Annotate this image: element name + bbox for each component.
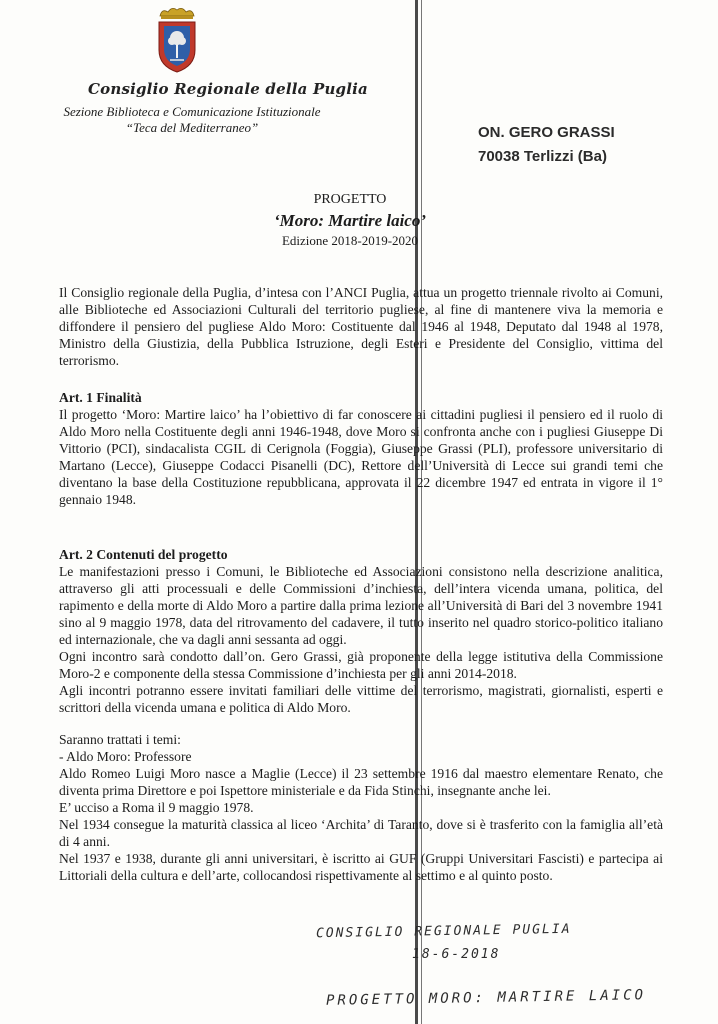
org-section: Sezione Biblioteca e Comunicazione Istituzionale	[63, 104, 321, 119]
sender-stamp	[478, 121, 615, 169]
handwritten-note-line-1: CONSIGLIO REGIONALE PUGLIA	[315, 921, 572, 942]
sender-city: 70038 Terlizzi (Ba)	[478, 148, 607, 165]
project-edition: Edizione 2018-2019-2020	[281, 233, 419, 248]
project-title: ‘Moro: Martire laico’	[273, 211, 427, 230]
topic-item: - Aldo Moro: Professore	[59, 749, 192, 764]
topic-paragraph: Nel 1934 consegue la maturità classica al liceo ‘Archita’ di Taranto, dove si è trasferito con la famiglia all’età di 4 anni.	[59, 817, 663, 849]
article-1-heading: Art. 1 Finalità	[59, 390, 142, 405]
intro-text: Il Consiglio regionale della Puglia, d’intesa con l’ANCI Puglia, attua un progetto triennale rivolto ai Comuni, alle Biblioteche ed Associazioni Culturali del territorio pugliese, al fine di mantenere viva la memoria e diffondere il pensiero del pugliese Aldo Moro: Costituente dal 1946 al 1948, Deputato dal 1948 al 1978, Ministro della Giustizia, della Pubblica Istruzione, degli Esteri e Presidente del Consiglio, vittima del terrorismo.	[59, 285, 663, 368]
org-name: Consiglio Regionale della Puglia	[88, 80, 368, 98]
regional-crest-icon	[154, 6, 200, 76]
article-1-body: Il progetto ‘Moro: Martire laico’ ha l’obiettivo di far conoscere ai cittadini pugliesi il pensiero ed il ruolo di Aldo Moro nella Costituente degli anni 1946-1948, dove Moro si confronta anche con i pugliesi Giuseppe Di Vittorio (PCI), sindacalista CGIL di Cerignola (Foggia), Giuseppe Grassi (PLI), professore universitario di Martano (Lecce), Giuseppe Codacci Pisanelli (DC), Rettore dell’Università di Lecce sui grandi temi che diventano la base della Costituzione repubblicana, approvata il 22 dicembre 1947 ed entrata in vigore il 1° gennaio 1948.	[59, 407, 663, 507]
article-1	[59, 389, 663, 508]
org-teca: “Teca del Mediterraneo”	[125, 120, 259, 135]
org-subtitle	[52, 104, 332, 136]
article-2-paragraph: Agli incontri potranno essere invitati familiari delle vittime del terrorismo, magistrati, giornalisti, esperti e scrittori della vicenda umana e politica di Aldo Moro.	[59, 683, 663, 715]
handwritten-note-line-3: PROGETTO MORO: MARTIRE LAICO	[325, 987, 647, 1009]
article-2-heading: Art. 2 Contenuti del progetto	[59, 547, 228, 562]
handwritten-note-date: 18-6-2018	[412, 947, 501, 962]
topics-section	[59, 731, 663, 884]
topics-intro: Saranno trattati i temi:	[59, 732, 181, 747]
article-2-paragraph: Ogni incontro sarà condotto dall’on. Gero Grassi, già proponente della legge istitutiva della Commissione Moro-2 e componente della stessa Commissione d’inchiesta per gli anni 2014-2018.	[59, 649, 663, 681]
article-2	[59, 546, 663, 716]
topic-paragraph: Nel 1937 e 1938, durante gli anni universitari, è iscritto ai GUF (Gruppi Universitari Fascisti) e partecipa ai Littoriali della cultura e dell’arte, collocandosi rispettivamente al settimo e al quinto posto.	[59, 851, 663, 883]
topic-paragraph: Aldo Romeo Luigi Moro nasce a Maglie (Lecce) il 23 settembre 1916 dal maestro elementare Renato, che diventa prima Direttore e poi Ispettore ministeriale e da Fida Stinchi, insegnante anche lei.	[59, 766, 663, 798]
project-label: PROGETTO	[313, 192, 387, 207]
topic-paragraph: E’ ucciso a Roma il 9 maggio 1978.	[59, 800, 254, 815]
sender-name: ON. GERO GRASSI	[478, 124, 615, 141]
article-2-paragraph: Le manifestazioni presso i Comuni, le Biblioteche ed Associazioni consistono nella descrizione analitica, attraverso gli atti processuali e delle Commissioni d’inchiesta, dell’intera vicenda umana, politica, del rapimento e della morte di Aldo Moro a partire dalla prima lezione all’Università di Bari del 3 novembre 1941 sino al 9 maggio 1978, data del ritrovamento del cadavere, il tutto inserito nel quadro storico-politico italiano ed internazionale, che va dagli anni sessanta ad oggi.	[59, 564, 663, 647]
intro-paragraph	[59, 284, 663, 369]
